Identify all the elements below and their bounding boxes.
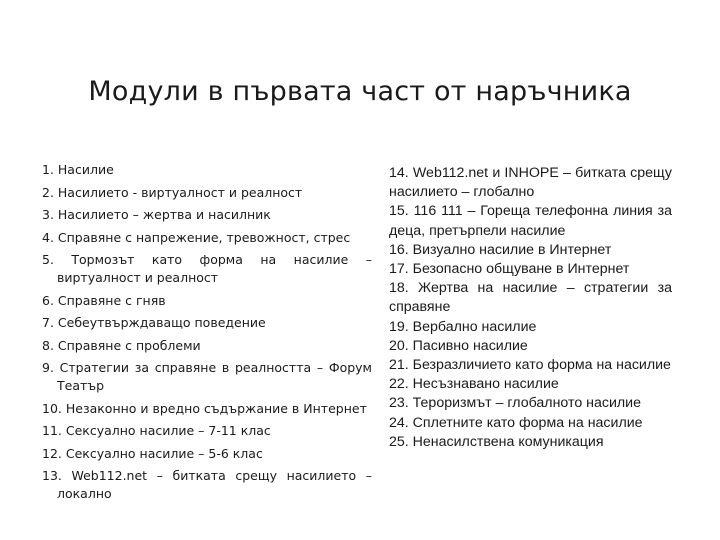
module-item: 10. Незаконно и вредно съдържание в Интернет	[42, 400, 367, 416]
module-item: 8. Справяне с проблеми	[42, 337, 201, 353]
module-item: 15. 116 111 – Гореща телефонна линия за деца, претърпели насилие	[389, 203, 672, 239]
module-item: 4. Справяне с напрежение, тревожност, стрес	[42, 229, 351, 245]
module-item: 23. Тероризмът – глобалното насилие	[389, 395, 641, 412]
module-item: 21. Безразличието като форма на насилие	[389, 357, 671, 374]
module-item: 2. Насилието - виртуалност и реалност	[42, 184, 303, 200]
module-item: 9. Стратегии за справяне в реалността – Форум Театър	[42, 360, 372, 393]
module-item: 20. Пасивно насилие	[389, 337, 528, 354]
module-item: 25. Ненасилствена комуникация	[389, 433, 604, 450]
module-item: 3. Насилието – жертва и насилник	[42, 207, 271, 222]
module-item: 19. Вербално насилие	[389, 318, 537, 335]
slide-title: Модули в първата част от наръчника	[88, 76, 632, 107]
module-item: 22. Несъзнавано насилие	[389, 376, 559, 393]
module-item: 17. Безопасно общуване в Интернет	[389, 261, 630, 278]
module-item: 24. Сплетните като форма на насилие	[389, 414, 643, 431]
module-item: 6. Справяне с гняв	[42, 292, 166, 308]
module-item: 7. Себеутвърждаващо поведение	[42, 315, 266, 330]
module-item: 14. Web112.net и INHOPE – битката срещу насилието – глобално	[389, 165, 672, 201]
module-list-right	[389, 164, 672, 452]
module-item: 13. Web112.net – битката срещу насилието – локално	[42, 468, 372, 501]
module-list-left	[42, 161, 372, 508]
module-item: 16. Визуално насилие в Интернет	[389, 241, 612, 258]
module-item: 11. Сексуално насилие – 7-11 клас	[42, 423, 271, 438]
module-item: 5. Тормозът като форма на насилие – виртуалност и реалност	[42, 252, 372, 285]
module-item: 1. Насилие	[42, 162, 114, 177]
module-item: 12. Сексуално насилие – 5-6 клас	[42, 445, 263, 461]
module-item: 18. Жертва на насилие – стратегии за справяне	[389, 280, 672, 316]
